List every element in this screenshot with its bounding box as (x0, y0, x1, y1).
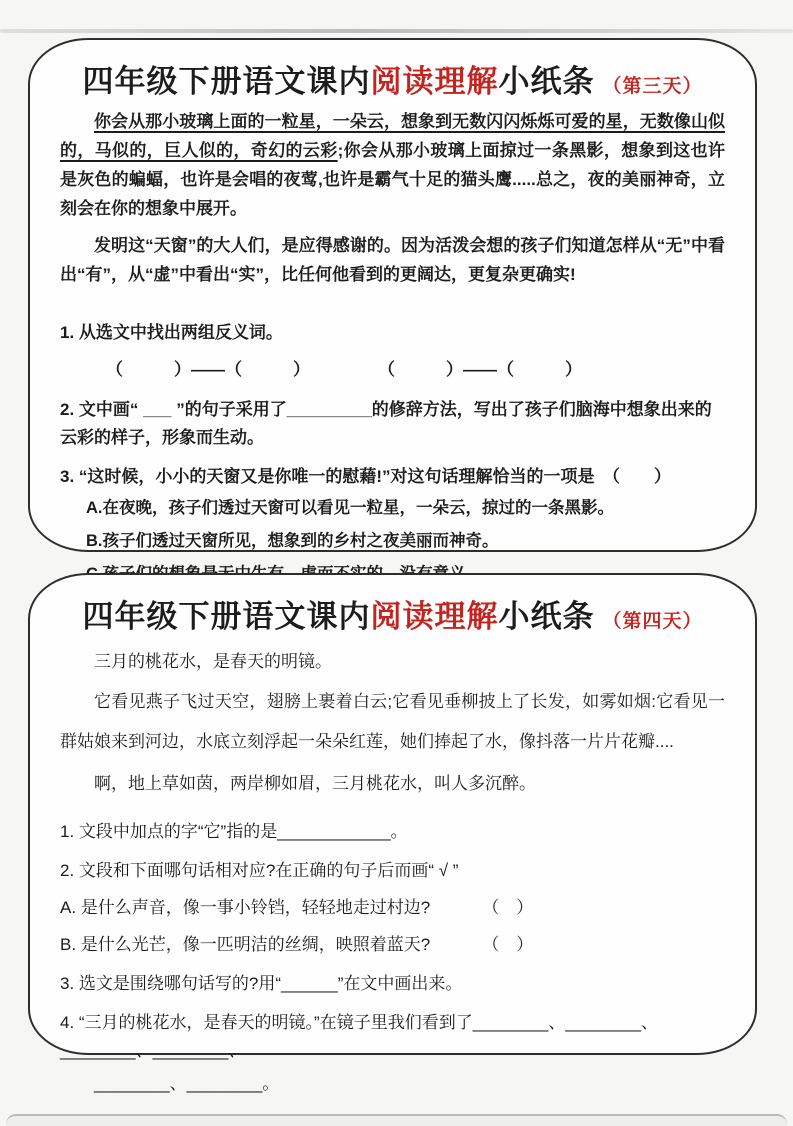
question-2: 2. 文中画“ ___ ”的句子采用了_________的修辞方法，写出了孩子们脑海中想象出来的云彩的样子，形象而生动。 (60, 400, 712, 447)
title-highlight: 阅读理解 (370, 599, 499, 634)
day-badge: （第三天） (602, 76, 703, 97)
question-4: 4. “三月的桃花水，是春天的明镜。”在镜子里我们看到了________、________、________、________、 (60, 1013, 658, 1060)
option-a-answer-paren: （ ） (482, 898, 534, 917)
underlined-sentence: 你会从那小玻璃上面的一粒星，一朵云，想象到无数闪闪烁烁可爱的星，无数像山似的，马似的，巨人似的，奇幻的云彩 (60, 112, 725, 160)
question-3-option-a: A.在夜晚，孩子们透过天窗可以看见一粒星，一朵云，掠过的一条黑影。 (86, 499, 614, 517)
question-4-answer-blanks: ________、________。 (94, 1074, 280, 1093)
question-1-answer-blanks: （ ）——（ ） （ ）——（ ） (106, 360, 582, 379)
paragraph-1-rest: ;你会从那小玻璃上面掠过一条黑影，想象到这也许是灰色的蝙蝠，也许是会唱的夜莺,也许是霸气十足的猫头鹰.....总之，夜的美丽神奇，立刻会在你的想象中展开。 (60, 141, 726, 218)
question-2: 2. 文段和下面哪句话相对应?在正确的句子后而画“ √ ” (60, 861, 459, 880)
title-prefix: 四年级下册语文课内 (82, 599, 371, 634)
title-prefix: 四年级下册语文课内 (82, 64, 371, 99)
passage-paragraph-3: 啊，地上草如茵，两岸柳如眉，三月桃花水，叫人多沉醉。 (94, 774, 536, 793)
day-badge: （第四天） (602, 611, 703, 632)
card-title (60, 591, 725, 636)
title-suffix: 小纸条 (498, 64, 595, 99)
question-3: 3. “这时候，小小的天窗又是你唯一的慰藉!”对这句话理解恰当的一项是 （ ） (60, 467, 672, 486)
previous-sheet-edge (0, 29, 793, 33)
worksheet-card-day4 (28, 573, 757, 1093)
option-a-text: A. 是什么声音，像一事小铃铛，轻轻地走过村边? (60, 898, 431, 917)
card-title (60, 56, 725, 101)
next-sheet-edge (6, 1114, 787, 1126)
question-1: 1. 文段中加点的字“它”指的是____________。 (60, 822, 408, 841)
question-2-option-b (60, 931, 725, 959)
worksheet-card-day3 (28, 38, 757, 552)
title-suffix: 小纸条 (498, 599, 595, 634)
passage-paragraph-1 (60, 107, 725, 223)
passage-paragraph-2: 它看见燕子飞过天空，翅膀上裹着白云;它看见垂柳披上了长发，如雾如烟:它看见一群姑娘来到河边，水底立刻浮起一朵朵红莲，她们捧起了水，像抖落一片片花瓣.... (60, 692, 725, 751)
question-3: 3. 选文是围绕哪句话写的?用“______”在文中画出来。 (60, 974, 463, 993)
question-2-option-a (60, 894, 725, 922)
option-b-text: B. 是什么光芒，像一匹明洁的丝绸，映照着蓝天? (60, 935, 431, 954)
passage-paragraph-1: 三月的桃花水，是春天的明镜。 (94, 652, 332, 671)
question-3-option-b: B.孩子们透过天窗所见，想象到的乡村之夜美丽而神奇。 (86, 532, 499, 550)
option-b-answer-paren: （ ） (482, 935, 534, 954)
passage-paragraph-2: 发明这“天窗”的大人们，是应得感谢的。因为活泼会想的孩子们知道怎样从“无”中看出“有”，从“虚”中看出“实”，比任何他看到的更阔达，更复杂更确实! (60, 236, 725, 284)
question-1: 1. 从选文中找出两组反义词。 (60, 323, 283, 342)
title-highlight: 阅读理解 (370, 64, 499, 99)
